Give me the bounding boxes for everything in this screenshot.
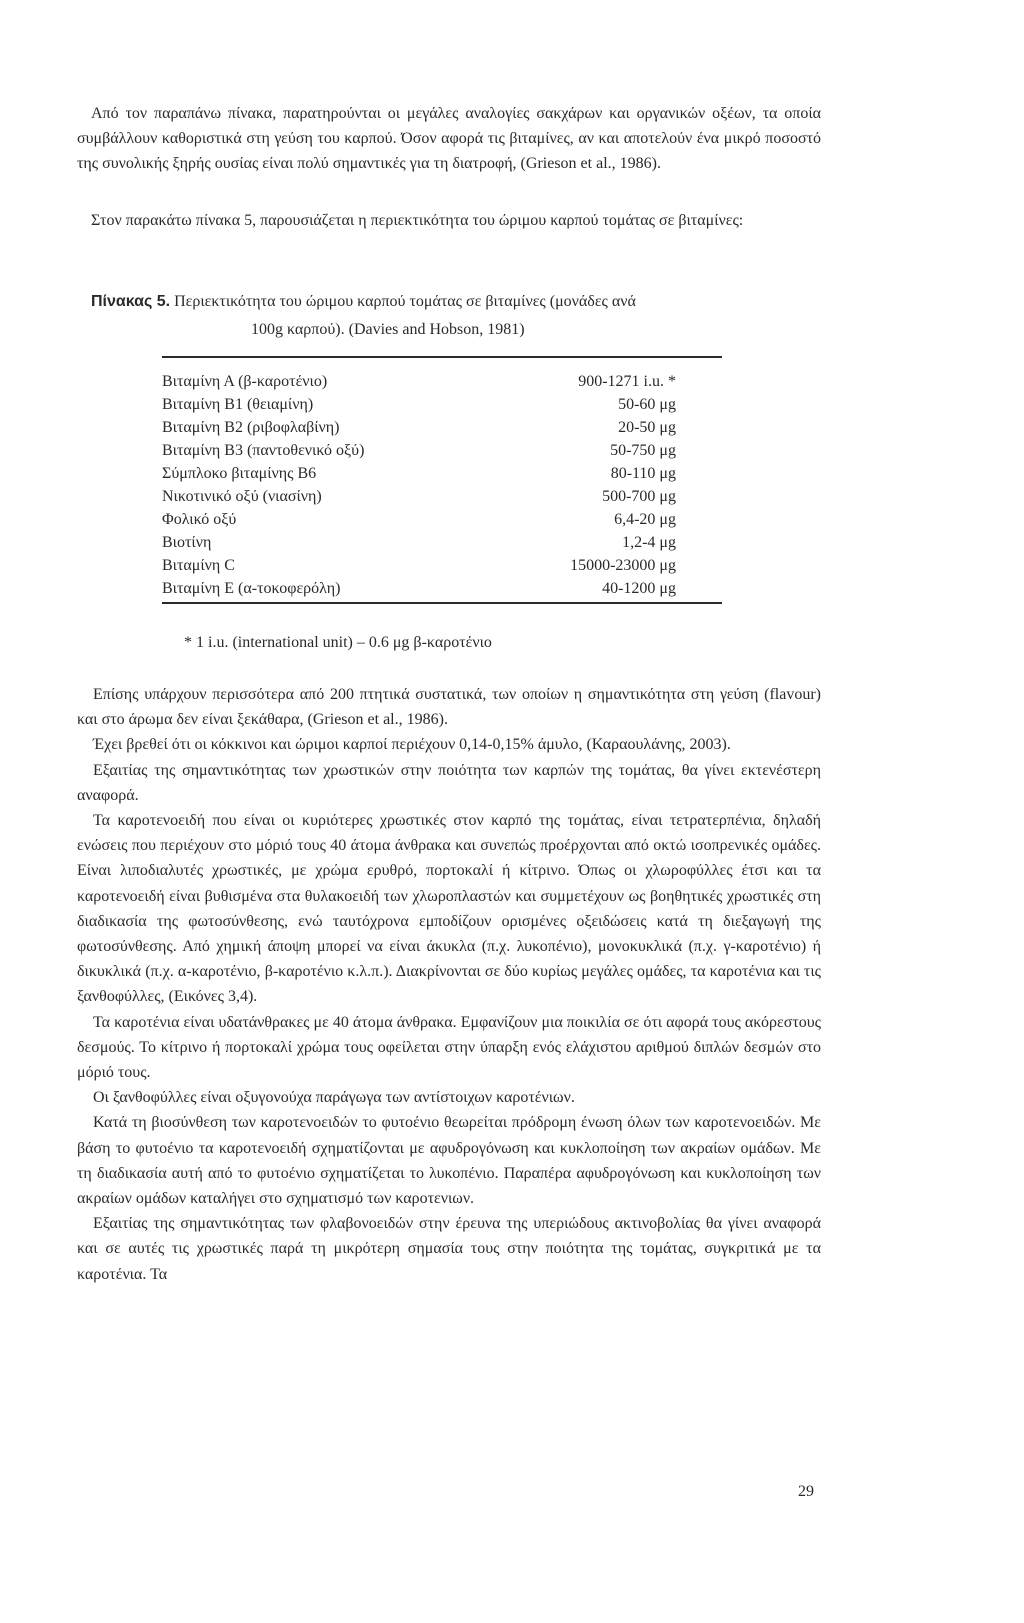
- vitamin-value-cell: 50-60 μg: [618, 396, 676, 413]
- vitamin-name-cell: Βιταμίνη Β1 (θειαμίνη): [162, 396, 314, 413]
- body-paragraph: Τα καροτένια είναι υδατάνθρακες με 40 άτομα άνθρακα. Εμφανίζουν μια ποικιλία σε ότι αφορά τους ακόρεστους δεσμούς. Το κίτρινο ή πορτοκαλί χρώμα τους οφείλεται στην ύπαρξη ενός ελάχιστου αριθμού διπλών δεσμών στο μόριό τους.: [77, 1013, 821, 1082]
- body-paragraph: Έχει βρεθεί ότι οι κόκκινοι και ώριμοι καρποί περιέχουν 0,14-0,15% άμυλο, (Καραουλάνης, 2003).: [93, 736, 731, 754]
- table-row: [162, 357, 722, 393]
- table-row: [162, 577, 722, 603]
- vitamin-name-cell: Νικοτινικό οξύ (νιασίνη): [162, 488, 322, 505]
- vitamin-value-cell: 40-1200 μg: [602, 580, 676, 597]
- vitamin-name-cell: Βιταμίνη Β2 (ριβοφλαβίνη): [162, 419, 340, 436]
- vitamin-value-cell: 900-1271 i.u. *: [578, 373, 676, 390]
- vitamin-value-cell: 1,2-4 μg: [622, 534, 676, 551]
- body-paragraph: Επίσης υπάρχουν περισσότερα από 200 πτητικά συστατικά, των οποίων η σημαντικότητα στη γεύση (flavour) και στο άρωμα δεν είναι ξεκάθαρα, (Grieson et al., 1986).: [77, 686, 821, 729]
- table-row: [162, 485, 722, 508]
- intro-paragraph-2: [77, 208, 821, 233]
- vitamin-name-cell: Βιταμίνη Ε (α-τοκοφερόλη): [162, 580, 341, 597]
- vitamin-table: [162, 356, 722, 604]
- table-caption-text-1: Περιεκτικότητα του ώριμου καρπού τομάτας σε βιταμίνες (μονάδες ανά: [174, 293, 636, 310]
- vitamin-value-cell: 6,4-20 μg: [614, 511, 676, 528]
- vitamin-value-cell: 500-700 μg: [602, 488, 676, 505]
- vitamin-name-cell: Βιταμίνη Α (β-καροτένιο): [162, 373, 328, 390]
- table-row: [162, 462, 722, 485]
- table-caption-text-2: 100g καρπού). (Davies and Hobson, 1981): [251, 321, 525, 338]
- page-number: 29: [798, 1483, 814, 1500]
- vitamin-name-cell: Βιταμίνη C: [162, 557, 235, 574]
- table-caption: [91, 288, 821, 344]
- body-paragraph: Εξαιτίας της σημαντικότητας των φλαβονοειδών στην έρευνα της υπεριώδους ακτινοβολίας θα γίνει αναφορά και σε αυτές τις χρωστικές παρά τη μικρότερη σημασία τους στην ποιότητα της τομάτας, συγκριτικά με τα καροτένια. Τα: [77, 1215, 821, 1283]
- intro-paragraph-1-text: Από τον παραπάνω πίνακα, παρατηρούνται οι μεγάλες αναλογίες σακχάρων και οργανικών οξέων, τα οποία συμβάλλουν καθοριστικά στη γεύση του καρπού. Όσον αφορά τις βιταμίνες, αν και αποτελούν ένα μικρό ποσοστό της συνολικής ξηρής ουσίας είναι πολύ σημαντικές για τη διατροφή, (Grieson et al., 1986).: [77, 105, 821, 173]
- table-row: [162, 531, 722, 554]
- vitamin-name-cell: Φολικό οξύ: [162, 511, 237, 528]
- vitamin-name-cell: Βιταμίνη Β3 (παντοθενικό οξύ): [162, 442, 365, 459]
- table-row: [162, 439, 722, 462]
- body-paragraph: Κατά τη βιοσύνθεση των καροτενοειδών το φυτοένιο θεωρείται πρόδρομη ένωση όλων των καροτενοειδών. Με βάση το φυτοένιο τα καροτενοειδή σχηματίζονται με αφυδρογόνωση και κυκλοποίηση των ακραίων ομάδων. Με τη διαδικασία αυτή από το φυτοένιο σχηματίζεται το λυκοπένιο. Παραπέρα αφυδρογόνωση και κυκλοποίηση των ακραίων ομάδων καταλήγει στο σχηματισμό των καροτενιων.: [77, 1114, 821, 1208]
- table-footnote: * 1 i.u. (international unit) – 0.6 μg β-καροτένιο: [184, 634, 492, 651]
- body-text: [77, 682, 821, 1287]
- table-caption-label: Πίνακας 5.: [91, 293, 171, 310]
- intro-paragraph-2-text: Στον παρακάτω πίνακα 5, παρουσιάζεται η περιεκτικότητα του ώριμου καρπού τομάτας σε βιταμίνες:: [91, 212, 744, 229]
- vitamin-table-body: [162, 357, 722, 603]
- vitamin-value-cell: 20-50 μg: [618, 419, 676, 436]
- body-paragraph: Οι ξανθοφύλλες είναι οξυγονούχα παράγωγα των αντίστοιχων καροτένιων.: [93, 1089, 575, 1107]
- vitamin-value-cell: 80-110 μg: [610, 465, 676, 482]
- vitamin-name-cell: Σύμπλοκο βιταμίνης Β6: [162, 465, 317, 482]
- vitamin-value-cell: 15000-23000 μg: [570, 557, 676, 574]
- body-paragraph: Εξαιτίας της σημαντικότητας των χρωστικών στην ποιότητα των καρπών της τομάτας, θα γίνει εκτενέστερη αναφορά.: [77, 761, 821, 804]
- body-paragraph: Τα καροτενοειδή που είναι οι κυριότερες χρωστικές στον καρπό της τομάτας, είναι τετρατερπένια, δηλαδή ενώσεις που περιέχουν στο μόριό τους 40 άτομα άνθρακα και συνεπώς προέρχονται από οκτώ ισοπρενικές ομάδες. Είναι λιποδιαλυτές χρωστικές, με χρώμα ερυθρό, πορτοκαλί ή κίτρινο. Όπως οι χλωροφύλλες έτσι και τα καροτενοειδή είναι βυθισμένα στα θυλακοειδή των χλωροπλαστών και συμμετέχουν ως βοηθητικές χρωστικές στη διαδικασία της φωτοσύνθεσης, ενώ ταυτόχρονα εμποδίζουν ορισμένες οξειδώσεις κατά τη διεξαγωγή της φωτοσύνθεσης. Από χημική άποψη μπορεί να είναι άκυκλα (π.χ. λυκοπένιο), μονοκυκλικά (π.χ. γ-καροτένιο) ή δικυκλικά (π.χ. α-καροτένιο, β-καροτένιο κ.λ.π.). Διακρίνονται σε δύο κυρίως μεγάλες ομάδες, τα καροτένια και τις ξανθοφύλλες, (Εικόνες 3,4).: [77, 812, 821, 1006]
- table-row: [162, 416, 722, 439]
- intro-paragraph-1: [77, 101, 821, 177]
- vitamin-value-cell: 50-750 μg: [610, 442, 676, 459]
- vitamin-name-cell: Βιοτίνη: [162, 534, 212, 551]
- table-row: [162, 554, 722, 577]
- table-row: [162, 508, 722, 531]
- table-row: [162, 393, 722, 416]
